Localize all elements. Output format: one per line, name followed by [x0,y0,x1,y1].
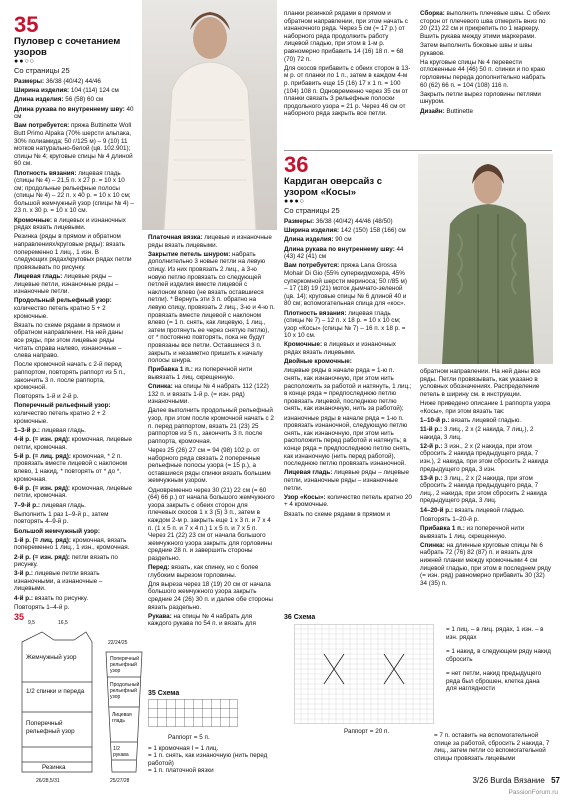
instruction-paragraph: Для скосов прибавить с обеих сторон в 13-м р. от планки по 1 п., затем в каждом 4-м р. прибавить еще 15 (16) 17 x 1 п. = 100 (104) 108 п. Одновременно через 35 см от планки связать 3 рельефные полоски продольного узора = 21 р. Через 46 см от наборного ряда закрыть все петли. [284,64,411,118]
page-reference: Со страницы 25 [284,206,340,215]
instruction-paragraph: Лицевая гладь: лицевые ряды – лицевые петли, изнаночные ряды – изнаночные петли. [14,273,119,296]
instruction-paragraph: 5-й р. (= лиц. ряд): кромочная, * 2 п. провязать вместе лицевой с наклоном влево, 1 накид, * повторять от * до *, кромочная. [14,452,128,483]
chart-title: 35 Схема [148,690,180,697]
instruction-paragraph: Продольный рельефный узор: количество петель кратно 5 + 2 кромочные. [14,297,112,320]
instruction-paragraph: Повторять 1–4-й р. [14,603,70,611]
instruction-paragraph: Длина рукава по внутреннему шву: 40 см [14,105,134,121]
schematic-number: 35 [14,612,25,622]
sleeve-zone-label: 1/2 рукава [113,746,129,758]
pattern-title: Пуловер с сочетанием узоров [14,36,121,58]
instruction-paragraph: Перед: вязать, как спинку, но с более глубоким вырезом горловины. [148,564,259,579]
instruction-paragraph: Резинка (ряды в прямом и обратном направлениях/круговые ряды): вязать попеременно 1 лиц., 1 изн. В следующих рядах/круговых рядах петли провязывать по рисунку. [14,233,132,271]
instruction-paragraph: Сборка: выполнить плечевые швы. С обеих сторон от плечевого шва отмерить вниз по 20 (21) 22 см и прикрепить по 1 маркеру. Вшить рукава между этими маркерами. [420,10,550,40]
instruction-paragraph: лицевые ряды в начале ряда = 1-ю п. снять, как изнаночную, при этом нить расположить за работой и натянуть, 1 лиц.; в конце ряда = предпоследнюю петлю провязать лицевой, последнюю петлю снять, как изнаночную, нить за работой); [284,367,412,413]
pattern-35-chart [148,690,278,790]
dimension: 22/24/25 [108,640,128,646]
sleeve-instructions [284,10,412,120]
difficulty-rating: ●●●○ [284,198,305,205]
page-number: 57 [551,776,560,785]
difficulty-rating: ●●○○ [14,58,35,65]
pattern-number: 35 [14,12,39,37]
chart-grid [148,699,238,727]
chart-legend-item: = 1 п. снять, как изнаночную (нить перед работой) [148,752,268,767]
pattern-36-chart [284,614,556,774]
chart-legend-item: = 1 п. платочной вязки [148,767,214,775]
schematic-drawing [14,612,150,788]
dimension: 26/28,5/31 [36,778,60,784]
watermark: PassionForum.ru [508,789,558,796]
instruction-paragraph: 3-й р.: лицевые петли вязать изнаночными, а изнаночные – лицевыми. [14,570,103,593]
pattern-36-instructions-cont [420,368,552,589]
pattern-35-text [14,78,134,611]
pattern-35-instructions-cont [148,234,276,630]
instruction-paragraph: 2-й р. (= изн. ряд): петли вязать по рисунку. [14,553,118,569]
instruction-paragraph: 4-й р. (= изн. ряд): кромочная, лицевые петли, кромочная. [14,436,133,451]
instruction-paragraph: 6-й р. (= изн. ряд): кромочная, лицевые петли, кромочная. [14,484,133,500]
instruction-paragraph: 1-й р. (= лиц. ряд): кромочная, вязать попеременно 1 лиц., 1 изн., кромочная. [14,536,130,552]
sleeve-zone-label: Лицевая гладь [112,712,132,724]
zone-label: 1/2 спинки и переда [26,688,85,695]
instruction-paragraph: Ширина изделия: 104 (114) 124 см [14,87,119,95]
issue-info: 3/26 Burda Вязание [472,776,545,785]
chart-legend-item: = нет петли, накид предыдущего ряда был сброшен, клетка дана для наглядности [446,670,542,693]
instruction-paragraph: 1–10-й р.: вязать лицевой гладью. [420,416,522,424]
pattern-36-photo [418,154,553,364]
instruction-paragraph: Закрытие петель шнуром: набрать дополнительно 3 новые петли на левую спицу. Из них провязать 2 лиц., а 3-ю новую петлю провязать со следующей петлей изделия вместе лицевой с наклоном влево (не вязать оставшиеся петли). * Вернуть эти 3 п. обратно на левую спицу, провязать 2 лиц., 3-ю и 4-ю п. провязать вместе лицевой с наклоном влево (= 1 п. снять, как лицевую, 1 лиц., затем протянуть ее через снятую петлю), от * постоянно повторять, пока не будут провязаны все петли. Оставшиеся 3 п. закрыть и незаметно пришить к началу полосы шнура. [148,250,275,365]
instruction-paragraph: Повторять 1-й и 2-й р. [14,393,79,401]
instruction-paragraph: Выполнить 1 раз 1–9-й р., затем повторять 4–9-й р. [14,510,109,526]
instruction-paragraph: 12-й р.: 3 изн., 2 x (2 накида, при этом сбросить 2 накида предыдущего ряда, 7 изн.), 2 накида, при этом сбросить 2 накида предыдущего ряда, 3 изн. [420,442,549,473]
model-silhouette [142,0,277,230]
page-footer [420,776,560,785]
instruction-paragraph: 1–3-й р.: лицевая гладь. [14,426,86,434]
instruction-paragraph: Прибавка 1 п.: из поперечной нити вывязать 1 лиц. скрещенную. [420,525,525,540]
instruction-paragraph: Большой жемчужный узор: [14,527,100,535]
instruction-paragraph: обратном направлении. На ней даны все ряды. Петли провязывать, как указано в условных обозначениях. Распределение петель в ширину см. в инструкции. [420,368,541,398]
instruction-paragraph: Поперечный рельефный узор: количество петель кратно 2 + 2 кромочные. [14,402,111,425]
dimension: 25/27/28 [110,778,130,784]
instruction-paragraph: Плотность вязания: лицевая гладь (спицы № 7) – 12 п. x 18 р. = 10 x 10 см; узор «Косы» (спицы № 7) – 16 п. x 18 р. = 10 x 10 см. [284,309,406,340]
instruction-paragraph: Нижe приведено описание 1 раппорта узора «Косы», при этом вязать так: [420,399,551,415]
chart-grid [294,624,434,724]
instruction-paragraph: Спинка: на длинные круговые спицы № 6 набрать 72 (76) 82 (87) п. и вязать для нижней планки между кромочными 4 см лицевой гладью, при этом в последнем ряду (= изн. ряд) равномерно прибавить 30 (32) 34 (35) п. [420,541,552,587]
sleeve-zone-label: Поперечный рельефный узор [110,656,140,674]
instruction-paragraph: Узор «Косы»: количество петель кратно 20 + 4 кромочные. [284,493,412,509]
instruction-paragraph: Повторять 1–20-й р. [420,515,479,523]
instruction-paragraph: Вязать по схеме рядами в прямом и обратном направлении. На ней даны все ряды, при этом лицевые ряды читать справа налево, изнаночные – слева направо. [14,321,123,360]
pattern-35-schematic [14,612,150,788]
instruction-paragraph: Длина рукава по внутреннему шву: 44 (43) 42 (41) см [284,245,404,261]
assembly-instructions [420,10,552,117]
instruction-paragraph: 11-й р.: 3 лиц., 2 x (2 накида, 7 лиц.), 2 накида, 3 лиц. [420,425,534,441]
pattern-35-photo [142,0,277,230]
section-divider [284,150,552,151]
chart-legend-item: = 1 кромочная I = 1 лиц. [148,744,219,752]
sleeve-zone-label: Продольный рельефный узор [110,682,140,700]
instruction-paragraph: Лицевая гладь: лицевые ряды – лицевые петли, изнаночные ряды – изнаночные петли. [284,469,410,492]
instruction-paragraph: Далее выполнить продольный рельефный узор, при этом после кромочной начать с 2 п. перед раппортом, вязать 21 (23) 25 раппортов из 5 п., закончить 3 п. после раппорта, кромочная. [148,407,274,445]
chart-legend-item: = 7 п. оставить на вспомогательной спице за работой, сбросить 2 накида, 7 лиц., затем петли со вспомогательной спицы провязать лицевыми [434,732,550,762]
instruction-paragraph: Платочная вязка: лицевые и изнаночные ряды вязать лицевыми. [148,234,272,249]
chart-rapport: Раппорт = 5 п. [168,734,210,741]
instruction-paragraph: планки резинкой рядами в прямом и обратном направлении, при этом начать с изнаночного ряда. Через 5 см (= 17 р.) от наборного ряда продолжить работу лицевой гладью, при этом в 1-м р. равномерно прибавить 14 (16) 18 п. = 68 (70) 72 п. [284,10,408,63]
instruction-paragraph: Прибавка 1 п.: из поперечной нити вывязать 1 лиц. скрещенную. [148,366,253,381]
instruction-paragraph: 14–20-й р.: вязать лицевой гладью. [420,506,525,514]
instruction-paragraph: 7–9-й р.: лицевая гладь. [14,501,86,509]
dimension: 9,5 [28,620,35,626]
pattern-36-block [284,154,412,520]
model-silhouette [418,154,553,364]
pattern-35-block [14,14,134,613]
instruction-paragraph: Размеры: 36/38 (40/42) 44/46 [14,78,101,85]
zone-label: Резинка [42,764,66,771]
instruction-paragraph: Дизайн: Buttinette [420,107,474,115]
instruction-paragraph: Вам потребуется: пряжа Buttinette Woll Butt Primo Alpaka (70% шерсти альпака, 30% полиамида; 50 г/125 м) – 9 (10) 11 мотков натурально-белой (цв. 102.901); спицы № 4; круговые спицы № 4 длиной 60 см. [14,122,133,168]
instruction-paragraph: Одновременно через 30 (21) 22 см (= 60 (64) 66 р.) от начала большого жемчужного узора закрыть с обеих сторон для плечевых скосов 1 x 3 (5) 3 п., затем в каждом 2-м р. закрыть еще 1 x 3 п. и 7 x 4 п. (1 x 5 п. и 7 x 4 п.) 1 x 5 п. и 7 x 5 п. Через 21 (22) 23 см от начала большого жемчужного узора закрыть для горловины средние 28 п. и завершить стороны раздельно. [148,486,275,562]
pattern-number: 36 [284,152,309,177]
instruction-paragraph: Длина изделия: 56 (58) 60 см [14,96,104,104]
pattern-36-text [284,218,412,518]
instruction-paragraph: Рукава: на спицы № 4 набрать для каждого рукава по 54 п. и вязать для [148,612,256,628]
instruction-paragraph: 13-й р.: 3 лиц., 2 x (2 накида, при этом сбросить 2 накида предыдущего ряда, 7 лиц., 2 накида, при этом сбросить 2 накида предыдущего ряда, 3 лиц. [420,474,547,505]
instruction-paragraph: 4-й р.: вязать по рисунку. [14,594,89,602]
instruction-paragraph: Плотность вязания: лицевая гладь (спицы № 4) – 21,5 п. x 27 р. = 10 x 10 см; продольные рельефные полосы (спицы № 4) – 22 п. x 40 р. = 10 x 10 см; большой жемчужный узор (спицы № 4) – 23 п. x 30 р. = 10 x 10 см. [14,169,134,215]
instruction-paragraph: Ширина изделия: 142 (150) 158 (166) см [284,227,406,235]
instruction-paragraph: Длина изделия: 90 см [284,236,352,244]
instruction-paragraph: Через 25 (26) 27 см = 94 (98) 102 р. от наборного ряда связать 2 поперечные рельефные полосы узора (= 15 р.), а оставшиеся ряды спинки вязать большим жемчужным узором. [148,447,271,485]
chart-legend-item: = 1 накид, в следующем ряду накид сбросить [446,648,551,663]
instruction-paragraph: Закрыть петли вырез горловины петлями шнуром. [420,90,541,106]
zone-label: Поперечный рельефный узор [26,720,75,735]
instruction-paragraph: После кромочной начать с 2-й перед раппортом, повторять раппорт из 5 п., закончить 3 п. после раппорта, кромочной. [14,361,126,392]
instruction-paragraph: Затем выполнить боковые швы и швы рукавов. [420,41,533,57]
instruction-paragraph: Кромочные: в лицевых и изнаночных рядах вязать лицевыми. [14,216,126,232]
instruction-paragraph: Кромочные: в лицевых и изнаночных рядах вязать лицевыми. [284,341,396,357]
page-reference: Со страницы 25 [14,66,70,75]
pattern-title: Кардиган оверсайз с узором «Косы» [284,176,383,198]
instruction-paragraph: На круговые спицы № 4 перевести отложенные 44 (46) 50 п. спинки и по краю горловины переда дополнительно набрать 60 (62) 66 п. = 104 (108) 116 п. [420,58,546,89]
instruction-paragraph: Вязать по схеме рядами в прямом и [284,510,391,518]
chart-legend-item: = 1 лиц. – в лиц. рядах, 1 изн. – в изн. рядах [446,626,544,641]
instruction-paragraph: Двойные кромочные: [284,358,352,366]
zone-label: Жемчужный узор [26,654,77,661]
instruction-paragraph: Спинка: на спицы № 4 набрать 112 (122) 132 п. и вязать 1-й р. (= изн. ряд) изнаночными. [148,383,269,406]
instruction-paragraph: Размеры: 36/38 (40/42) 44/46 (48/50) [284,218,393,225]
chart-rapport: Раппорт = 20 п. [344,728,390,735]
instruction-paragraph: Для выреза через 18 (19) 20 см от начала большого жемчужного узора закрыть средние 24 (26) 30 п. и далее обе стороны вязать раздельно. [148,580,273,611]
body-outline [22,632,92,772]
dimension: 16,5 [58,620,68,626]
instruction-paragraph: изнаночные ряды в начале ряда = 1-ю п. провязать изнаночной, следующую петлю снять, как изнаночную, при этом нить расположить перед работой и натянуть; в конце ряда = предпоследнюю петлю снять, как изнаночную (нить перед работой), последнюю петлю провязать изнаночной. [284,414,411,468]
instruction-paragraph: Вам потребуется: пряжа Lana Grossa Mohair Di Gio (55% суперкидмохера, 45% суперкомной шерсти мериноса; 50 г/85 м) – 17 (18) 19 (21) моток дымчато-зеленой (цв. 14); круговые спицы № 6 длиной 40 и 80 см; вспомогательная спица для «кос». [284,262,407,308]
chart-title: 36 Схема [284,614,316,621]
